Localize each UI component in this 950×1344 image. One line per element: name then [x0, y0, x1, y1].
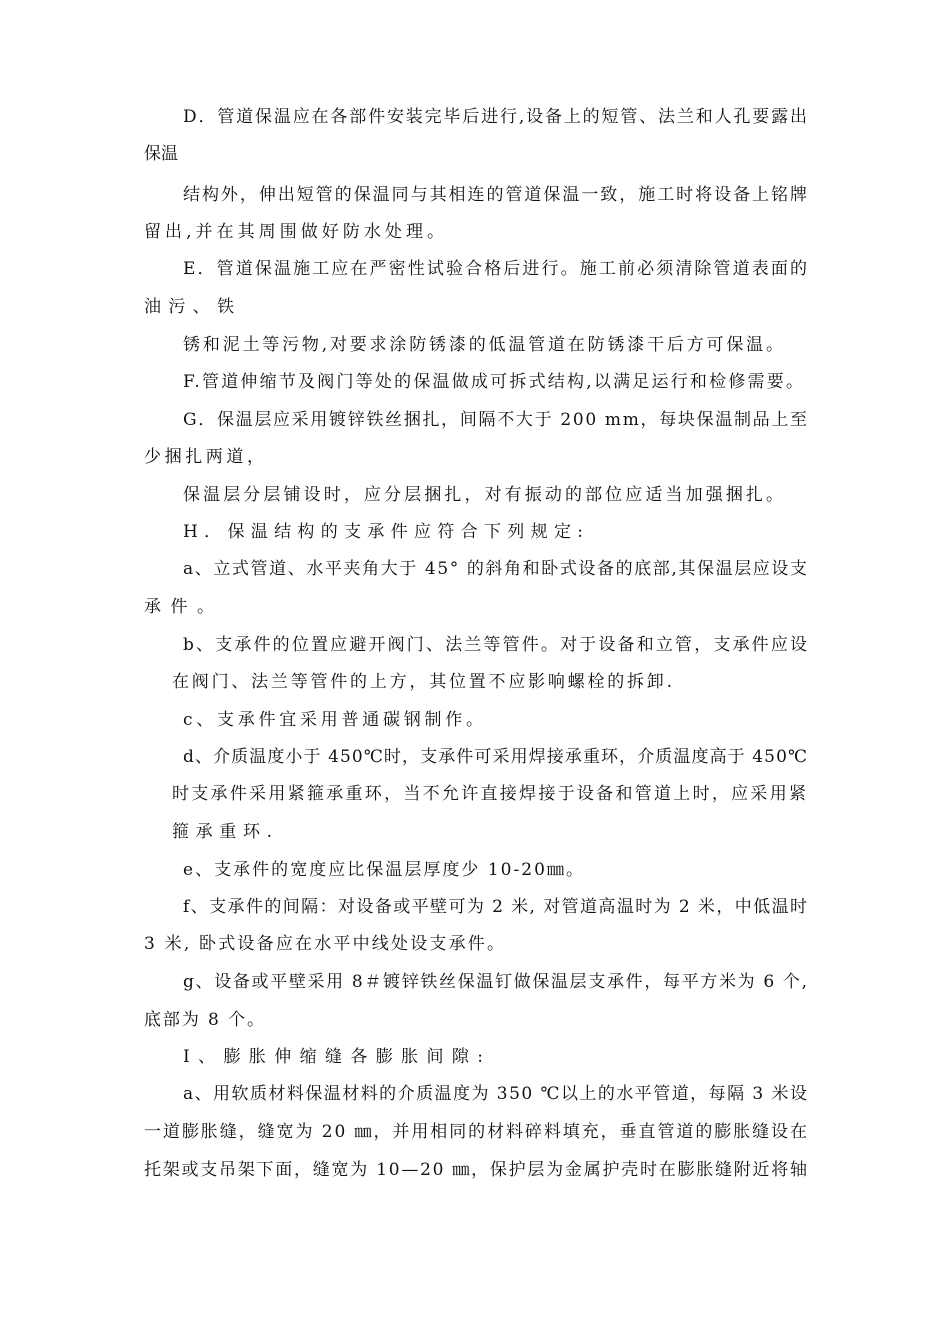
text-line: f、支承件的间隔：对设备或平壁可为 2 米, 对管道高温时为 2 米，中低温时 [183, 897, 809, 917]
text-line: 承件。 [144, 597, 224, 617]
text-line: 少捆扎两道， [144, 447, 268, 467]
text-line: 保温层分层铺设时，应分层捆扎，对有振动的部位应适当加强捆扎。 [183, 485, 787, 505]
text-line: e、支承件的宽度应比保温层厚度少 10-20㎜。 [183, 860, 586, 880]
text-line: 时支承件采用紧箍承重环，当不允许直接焊接于设备和管道上时，应采用紧 [172, 784, 809, 804]
text-line: a、用软质材料保温材料的介质温度为 350 ℃以上的水平管道，每隔 3 米设 [183, 1084, 809, 1104]
text-line: c、支承件宜采用普通碳钢制作。 [183, 710, 487, 730]
text-line: 锈和泥土等污物,对要求涂防锈漆的低温管道在防锈漆干后方可保温。 [183, 335, 786, 355]
text-line: 油污、铁 [144, 297, 242, 317]
text-line: 一道膨胀缝，缝宽为 20 ㎜，并用相同的材料碎料填充，垂直管道的膨胀缝设在 [144, 1122, 809, 1142]
text-line: 底部为 8 个。 [144, 1010, 266, 1030]
text-line: G．保温层应采用镀锌铁丝捆扎，间隔不大于 200 mm，每块保温制品上至 [183, 410, 809, 430]
text-line: b、支承件的位置应避开阀门、法兰等管件。对于设备和立管，支承件应设 [183, 635, 810, 655]
text-line: d、介质温度小于 450℃时，支承件可采用焊接承重环，介质温度高于 450℃ [183, 747, 809, 767]
text-line: a、立式管道、水平夹角大于 45° 的斜角和卧式设备的底部,其保温层应设支 [183, 559, 809, 579]
text-line: 在阀门、法兰等管件的上方，其位置不应影响螺栓的拆卸. [172, 672, 675, 692]
text-line: 托架或支吊架下面，缝宽为 10—20 ㎜，保护层为金属护壳时在膨胀缝附近将轴 [144, 1160, 809, 1180]
text-line: I、膨胀伸缩缝各膨胀间隙: [183, 1047, 492, 1067]
text-line: E．管道保温施工应在严密性试验合格后进行。施工前必须清除管道表面的 [183, 259, 810, 279]
text-line: 保温 [144, 144, 178, 164]
text-line: 箍承重环. [172, 822, 279, 842]
text-line: D．管道保温应在各部件安装完毕后进行,设备上的短管、法兰和人孔要露出 [183, 107, 809, 127]
text-line: 3 米, 卧式设备应在水平中线处设支承件。 [144, 934, 507, 954]
text-line: 留出,并在其周围做好防水处理。 [144, 222, 449, 242]
text-line: F.管道伸缩节及阀门等处的保温做成可拆式结构,以满足运行和检修需要。 [183, 372, 806, 392]
text-line: 结构外，伸出短管的保温同与其相连的管道保温一致，施工时将设备上铭牌 [183, 185, 809, 205]
text-line: g、设备或平壁采用 8＃镀锌铁丝保温钉做保温层支承件，每平方米为 6 个, [183, 972, 809, 992]
text-line: H．保温结构的支承件应符合下列规定: [183, 522, 590, 542]
